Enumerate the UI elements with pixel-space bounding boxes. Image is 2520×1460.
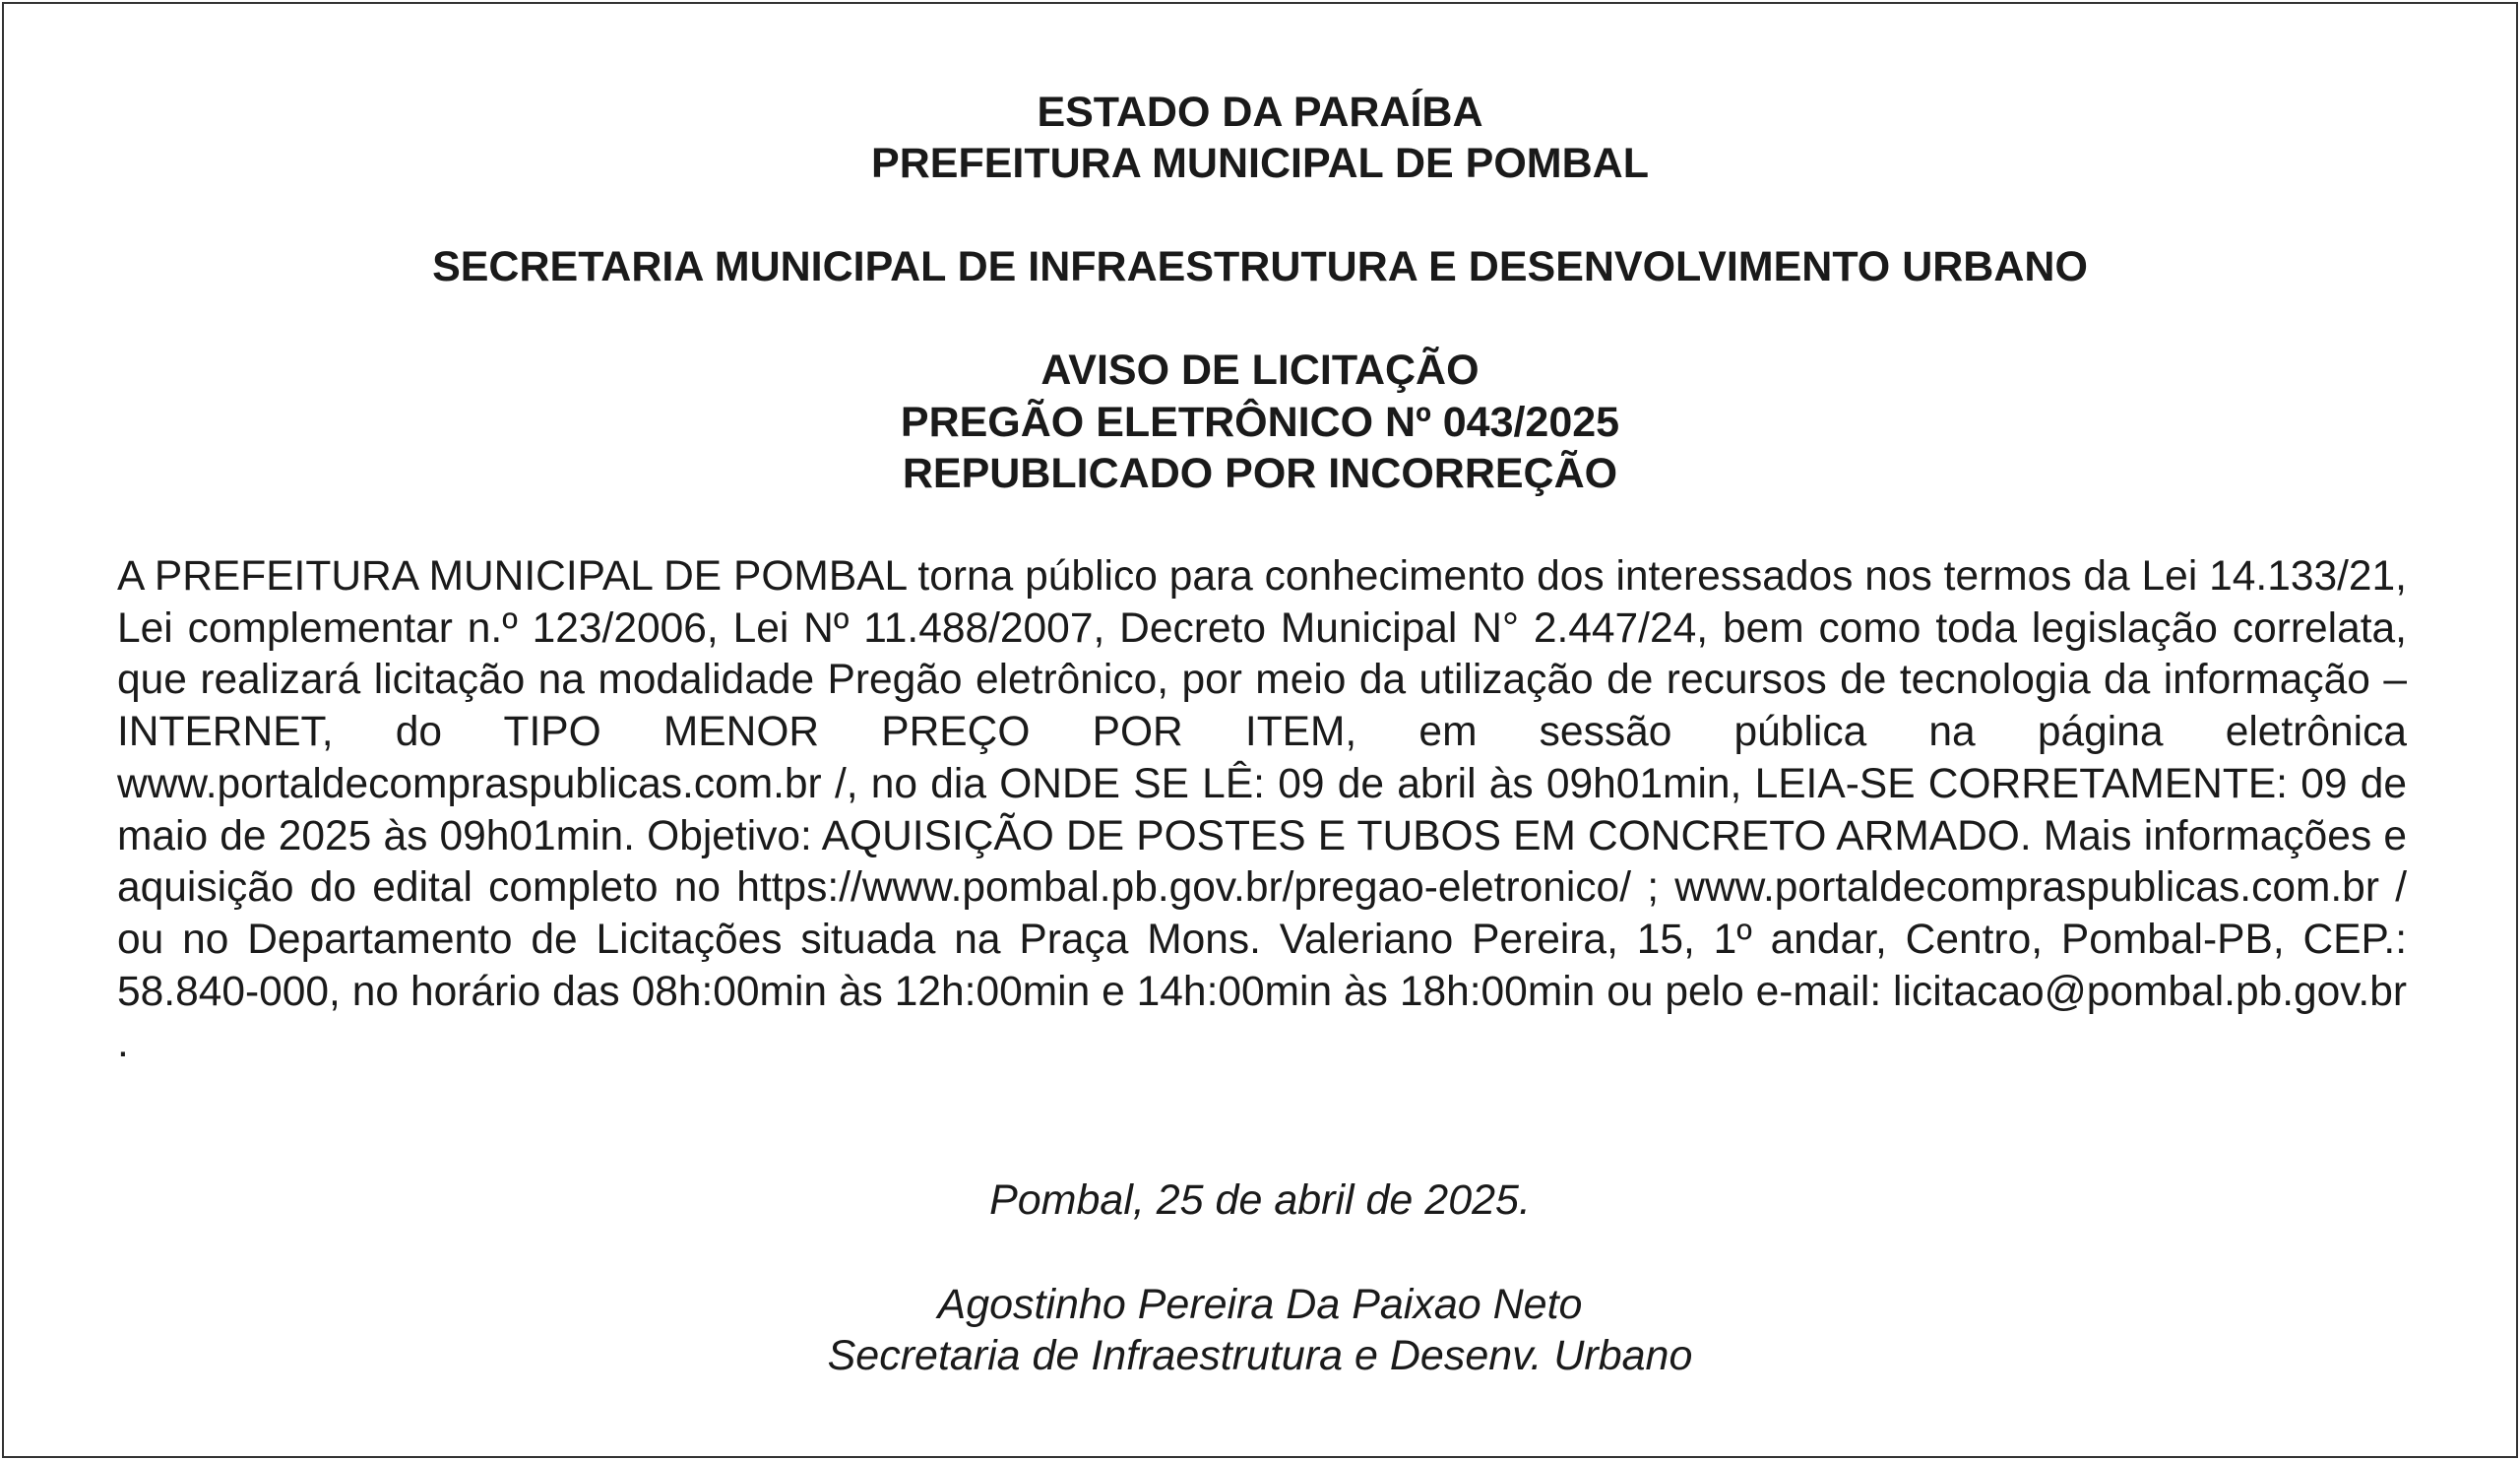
signature-place-date: Pombal, 25 de abril de 2025. xyxy=(989,1176,1531,1224)
notice-frame xyxy=(2,2,2518,1458)
notice-republication-note: REPUBLICADO POR INCORREÇÃO xyxy=(902,450,1618,497)
notice-title: AVISO DE LICITAÇÃO xyxy=(1040,347,1480,394)
signature-role: Secretaria de Infraestrutura e Desenv. Urbano xyxy=(827,1332,1693,1379)
municipality-heading: PREFEITURA MUNICIPAL DE POMBAL xyxy=(871,140,1649,187)
state-heading: ESTADO DA PARAÍBA xyxy=(1037,89,1483,136)
signature-name: Agostinho Pereira Da Paixao Neto xyxy=(937,1281,1583,1328)
secretariat-heading: SECRETARIA MUNICIPAL DE INFRAESTRUTURA E DESENVOLVIMENTO URBANO xyxy=(432,243,2088,290)
notice-body-paragraph: A PREFEITURA MUNICIPAL DE POMBAL torna público para conhecimento dos interessados nos termos da Lei 14.133/21, Lei complementar n.º 123/2006, Lei Nº 11.488/2007, Decreto Municipal N° 2.447/24, bem como toda legislação correlata, que realizará licitação na modalidade Pregão eletrônico, por meio da utilização de recursos de tecnologia da informação – INTERNET, do TIPO MENOR PREÇO POR ITEM, em sessão pública na página eletrônica www.portaldecompraspublicas.com.br /, no dia ONDE SE LÊ: 09 de abril às 09h01min, LEIA-SE CORRETAMENTE: 09 de maio de 2025 às 09h01min. Objetivo: AQUISIÇÃO DE POSTES E TUBOS EM CONCRETO ARMADO. Mais informações e aquisição do edital completo no https://www.pombal.pb.gov.br/pregao-eletronico/ ; www.portaldecompraspublicas.com.br / ou no Departamento de Licitações situada na Praça Mons. Valeriano Pereira, 15, 1º andar, Centro, Pombal-PB, CEP.: 58.840-000, no horário das 08h:00min às 12h:00min e 14h:00min às 18h:00min ou pelo e-mail: licitacao@pombal.pb.gov.br . xyxy=(117,553,2407,1067)
notice-process: PREGÃO ELETRÔNICO Nº 043/2025 xyxy=(900,399,1620,446)
